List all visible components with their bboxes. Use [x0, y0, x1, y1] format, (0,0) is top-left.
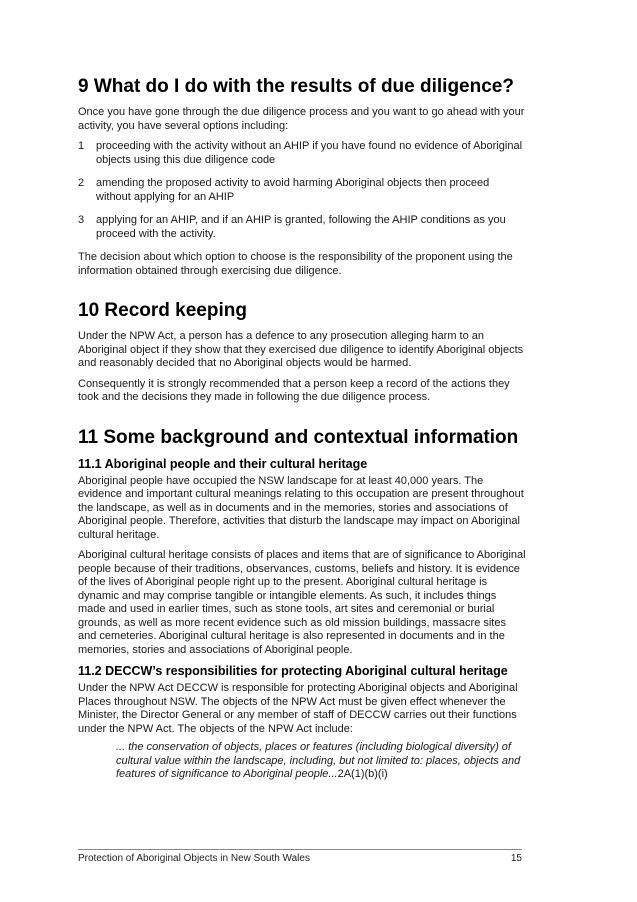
list-number: 1: [78, 140, 85, 152]
subsection-11-1: [78, 457, 526, 658]
section-9: [78, 76, 526, 278]
quote-reference: 2A(1)(b)(i): [337, 768, 388, 780]
section-9-intro: Once you have gone through the due diligence process and you want to go ahead with your activity, you have several options including:: [78, 106, 525, 132]
section-9-closing: The decision about which option to choose is the responsibility of the proponent using the information obtained through exercising due diligence.: [78, 251, 513, 277]
subsection-11-2-heading: 11.2 DECCW’s responsibilities for protecting Aboriginal cultural heritage: [78, 664, 508, 678]
footer-title: Protection of Aboriginal Objects in New South Wales: [78, 853, 310, 864]
section-9-heading: 9 What do I do with the results of due diligence?: [78, 76, 514, 97]
page-footer: [78, 849, 522, 864]
list-item: [78, 140, 526, 167]
section-11: [78, 427, 526, 782]
list-text: applying for an AHIP, and if an AHIP is granted, following the AHIP conditions as you proceed with the activity.: [96, 214, 506, 240]
page-content: [78, 76, 526, 789]
list-item: [78, 177, 526, 204]
list-item: [78, 214, 526, 241]
list-number: 2: [78, 177, 85, 189]
paragraph: Aboriginal cultural heritage consists of places and items that are of significance to Aboriginal people because of their traditions, observances, customs, beliefs and history. It is evidence of the lives of Aboriginal people right up to the present. Aboriginal cultural heritage is dynamic and may comprise tangible or intangible elements. As such, it includes things made and used in earlier times, such as stone tools, art sites and ceremonial or burial grounds, as well as more recent evidence such as old mission buildings, massacre sites and cemeteries. Aboriginal cultural heritage is also represented in documents and in the memories, stories and associations of Aboriginal people.: [78, 549, 526, 656]
paragraph: Consequently it is strongly recommended that a person keep a record of the actions they took and the decisions they made in following the due diligence process.: [78, 377, 510, 403]
quote-text: ... the conservation of objects, places or features (including biological diversity) of cultural value within the landscape, including, but not limited to: places, objects and features of significance to Aboriginal people...: [116, 741, 521, 780]
paragraph: Under the NPW Act, a person has a defence to any prosecution alleging harm to an Aboriginal object if they show that they exercised due diligence to identify Aboriginal objects and reasonably decided that no Aboriginal objects would be harmed.: [78, 330, 524, 369]
subsection-11-2: [78, 664, 526, 782]
options-list: [78, 140, 526, 241]
legislation-quote: [116, 741, 526, 782]
paragraph: Under the NPW Act DECCW is responsible for protecting Aboriginal objects and Aboriginal Places throughout NSW. The objects of the NPW Act must be given effect whenever the Minister, the Director General or any member of staff of DECCW carries out their functions under the NPW Act. The objects of the NPW Act include:: [78, 682, 518, 735]
list-text: amending the proposed activity to avoid harming Aboriginal objects then proceed without applying for an AHIP: [96, 177, 490, 203]
list-number: 3: [78, 214, 85, 226]
paragraph: Aboriginal people have occupied the NSW landscape for at least 40,000 years. The evidence and important cultural meanings relating to this occupation are present throughout the landscape, as well as in documents and in the memories, stories and associations of Aboriginal people. Therefore, activities that disturb the landscape may impact on Aboriginal cultural heritage.: [78, 474, 524, 541]
section-10: [78, 300, 526, 405]
section-11-heading: 11 Some background and contextual information: [78, 426, 519, 448]
page-number: 15: [510, 853, 522, 864]
list-text: proceeding with the activity without an AHIP if you have found no evidence of Aboriginal objects using this due diligence code: [96, 140, 523, 166]
section-10-heading: 10 Record keeping: [78, 300, 247, 321]
subsection-11-1-heading: 11.1 Aboriginal people and their cultural heritage: [78, 456, 368, 471]
